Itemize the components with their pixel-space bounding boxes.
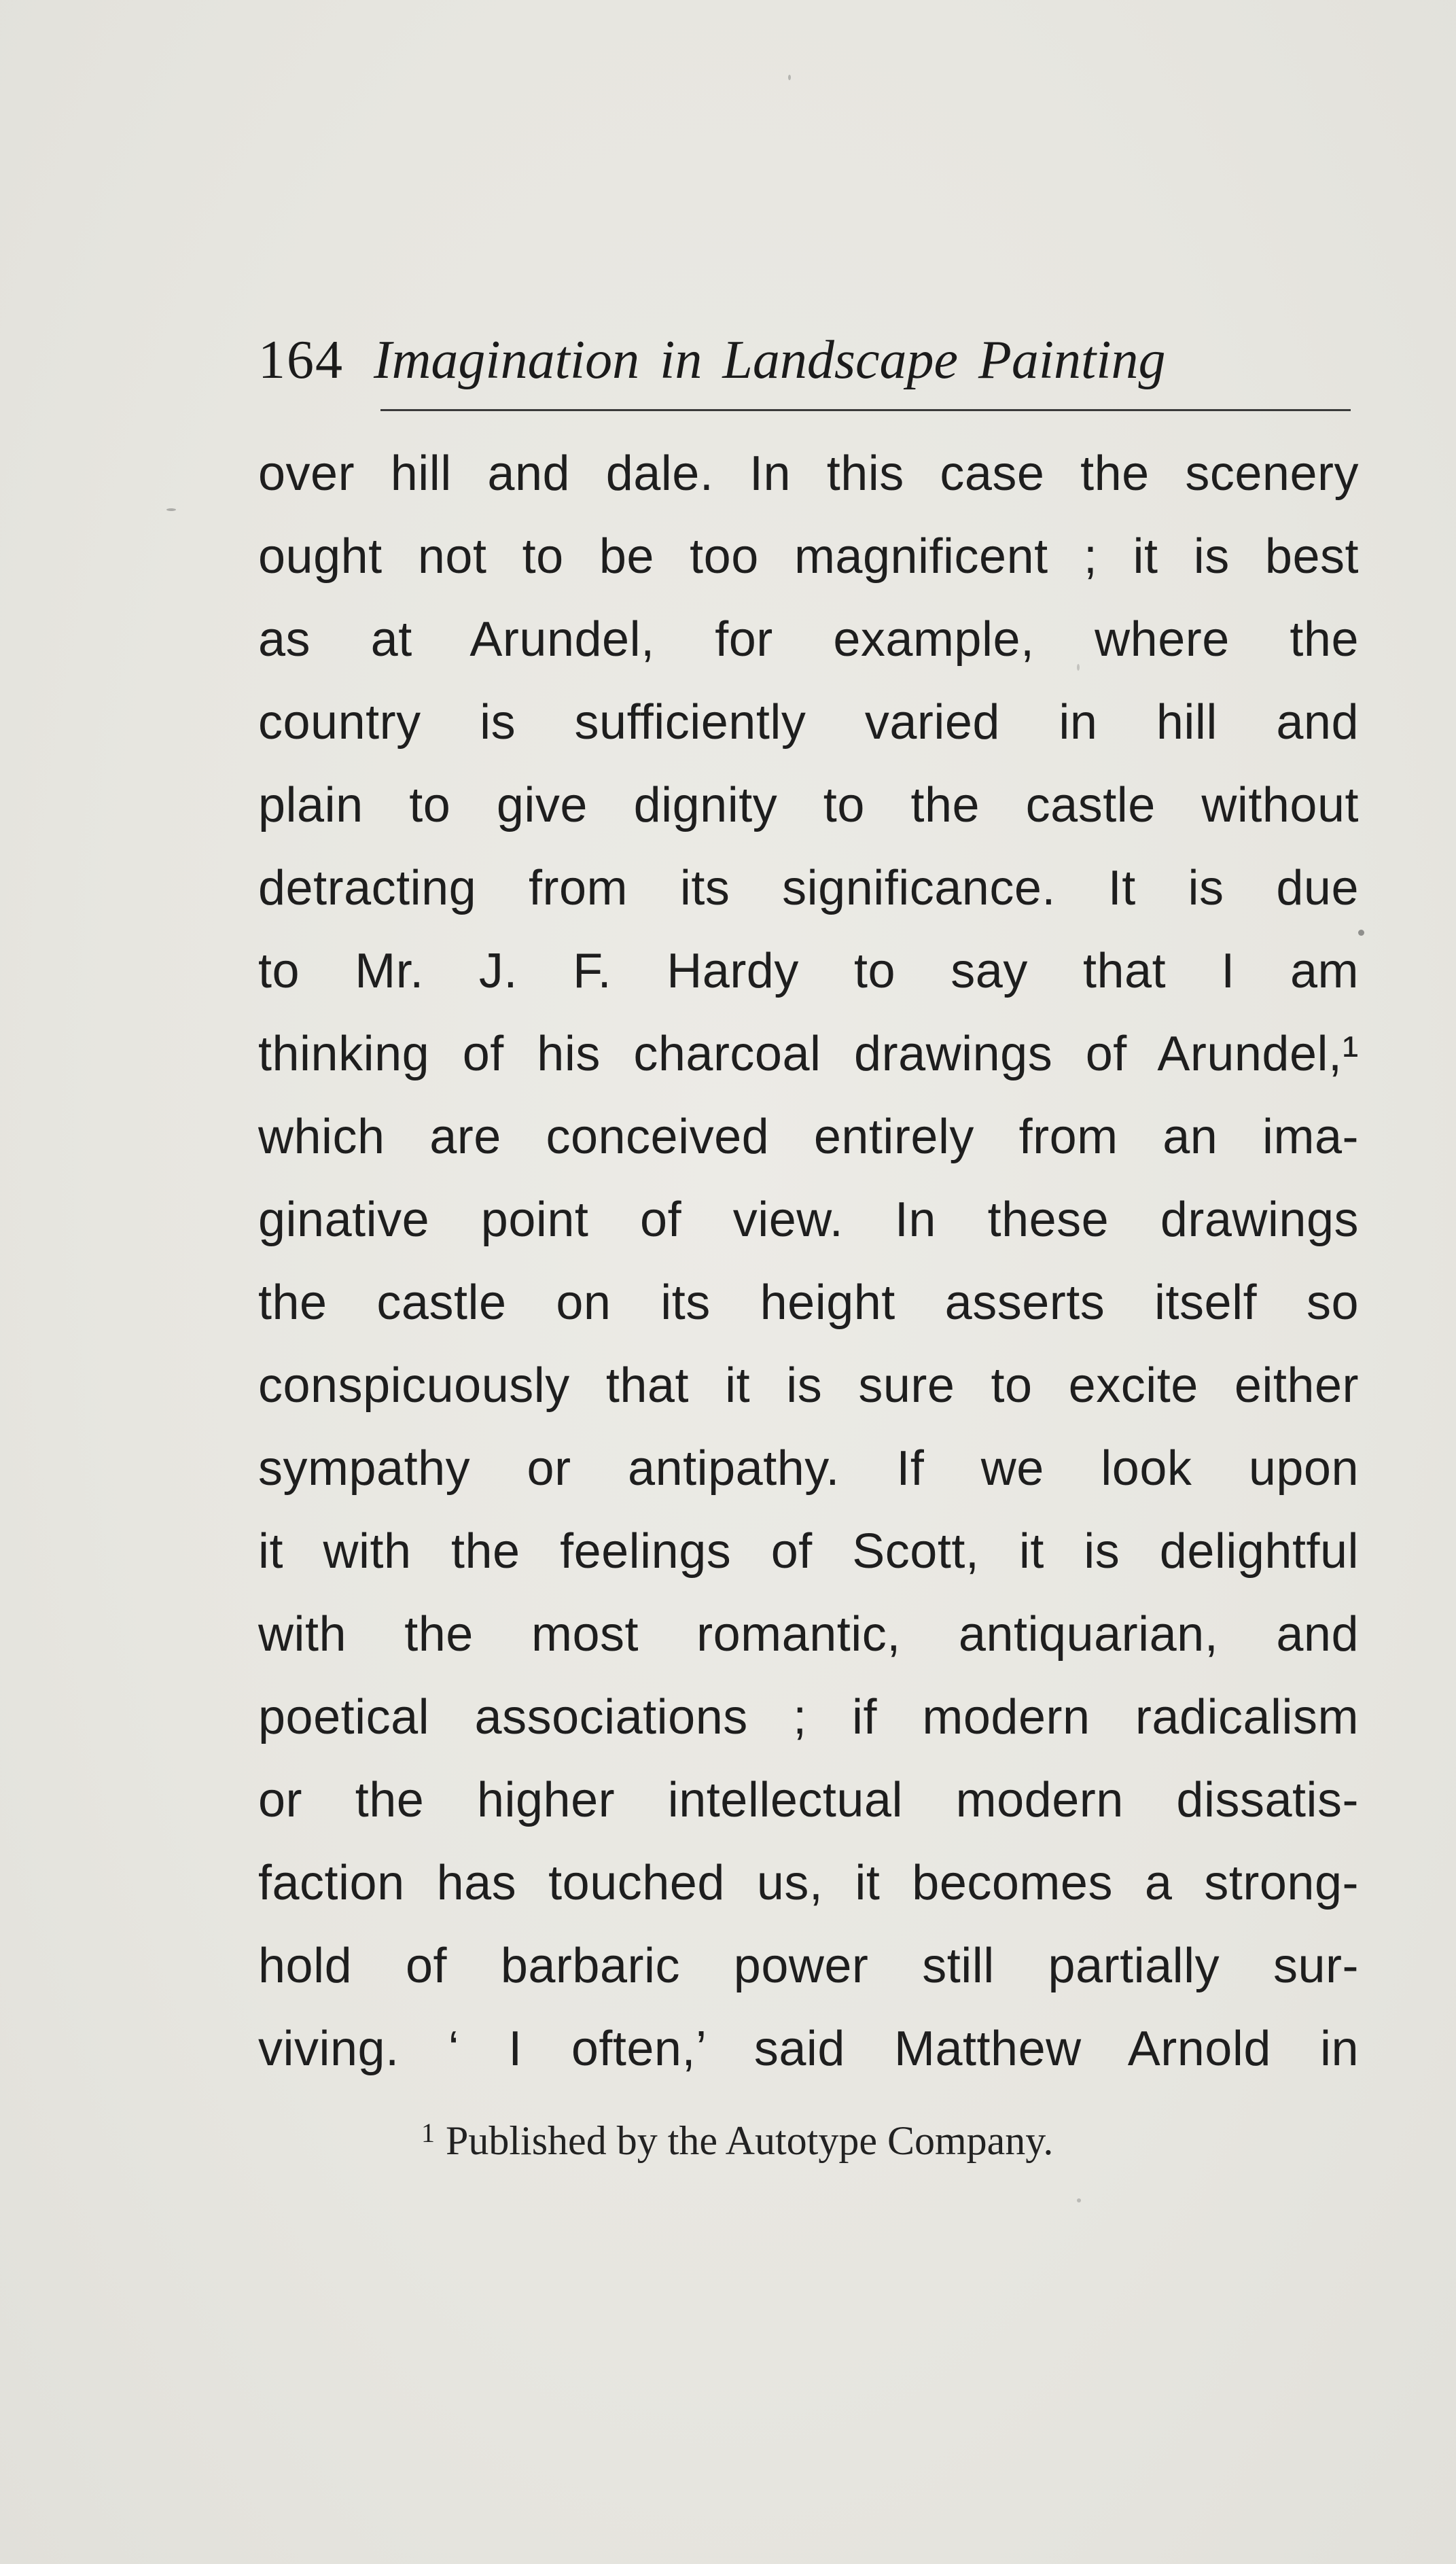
paper-speck [166,508,176,511]
text-line: to Mr. J. F. Hardy to say that I am [258,944,1359,998]
footnote-text: Published by the Autotype Company. [446,2118,1054,2163]
footnote-mark: 1 [421,2118,435,2148]
text-line: conspicuously that it is sure to excite either [258,1358,1359,1413]
header-rule [380,409,1351,411]
paper-speck [1077,2198,1081,2202]
text-line: detracting from its significance. It is due [258,861,1359,915]
page-number: 164 [258,330,344,390]
text-line: or the higher intellectual modern dissatis- [258,1773,1359,1827]
text-line: viving. ‘ I often,’ said Matthew Arnold in [258,2022,1359,2076]
text-line: the castle on its height asserts itself so [258,1276,1359,1330]
text-line: which are conceived entirely from an ima- [258,1110,1359,1164]
text-line: plain to give dignity to the castle without [258,778,1359,832]
text-line: as at Arundel, for example, where the [258,612,1359,667]
running-title: Imagination in Landscape Painting [374,330,1166,390]
text-line: ought not to be too magnificent ; it is best [258,529,1359,584]
text-line: poetical associations ; if modern radicalism [258,1690,1359,1744]
text-line: ginative point of view. In these drawings [258,1193,1359,1247]
body-text [258,432,1359,2090]
footnote [421,2103,1053,2171]
text-line: with the most romantic, antiquarian, and [258,1607,1359,1662]
text-line: sympathy or antipathy. If we look upon [258,1441,1359,1496]
text-line: hold of barbaric power still partially sur- [258,1939,1359,1993]
text-line: country is sufficiently varied in hill and [258,695,1359,750]
paper-speck [1077,664,1080,671]
text-line: over hill and dale. In this case the scenery [258,446,1359,501]
text-line: faction has touched us, it becomes a strong- [258,1856,1359,1910]
paper-speck [788,75,791,80]
page-header [258,319,1352,401]
paper-speck [1358,930,1364,936]
text-line: thinking of his charcoal drawings of Arundel,¹ [258,1027,1359,1081]
text-line: it with the feelings of Scott, it is delightful [258,1524,1359,1579]
